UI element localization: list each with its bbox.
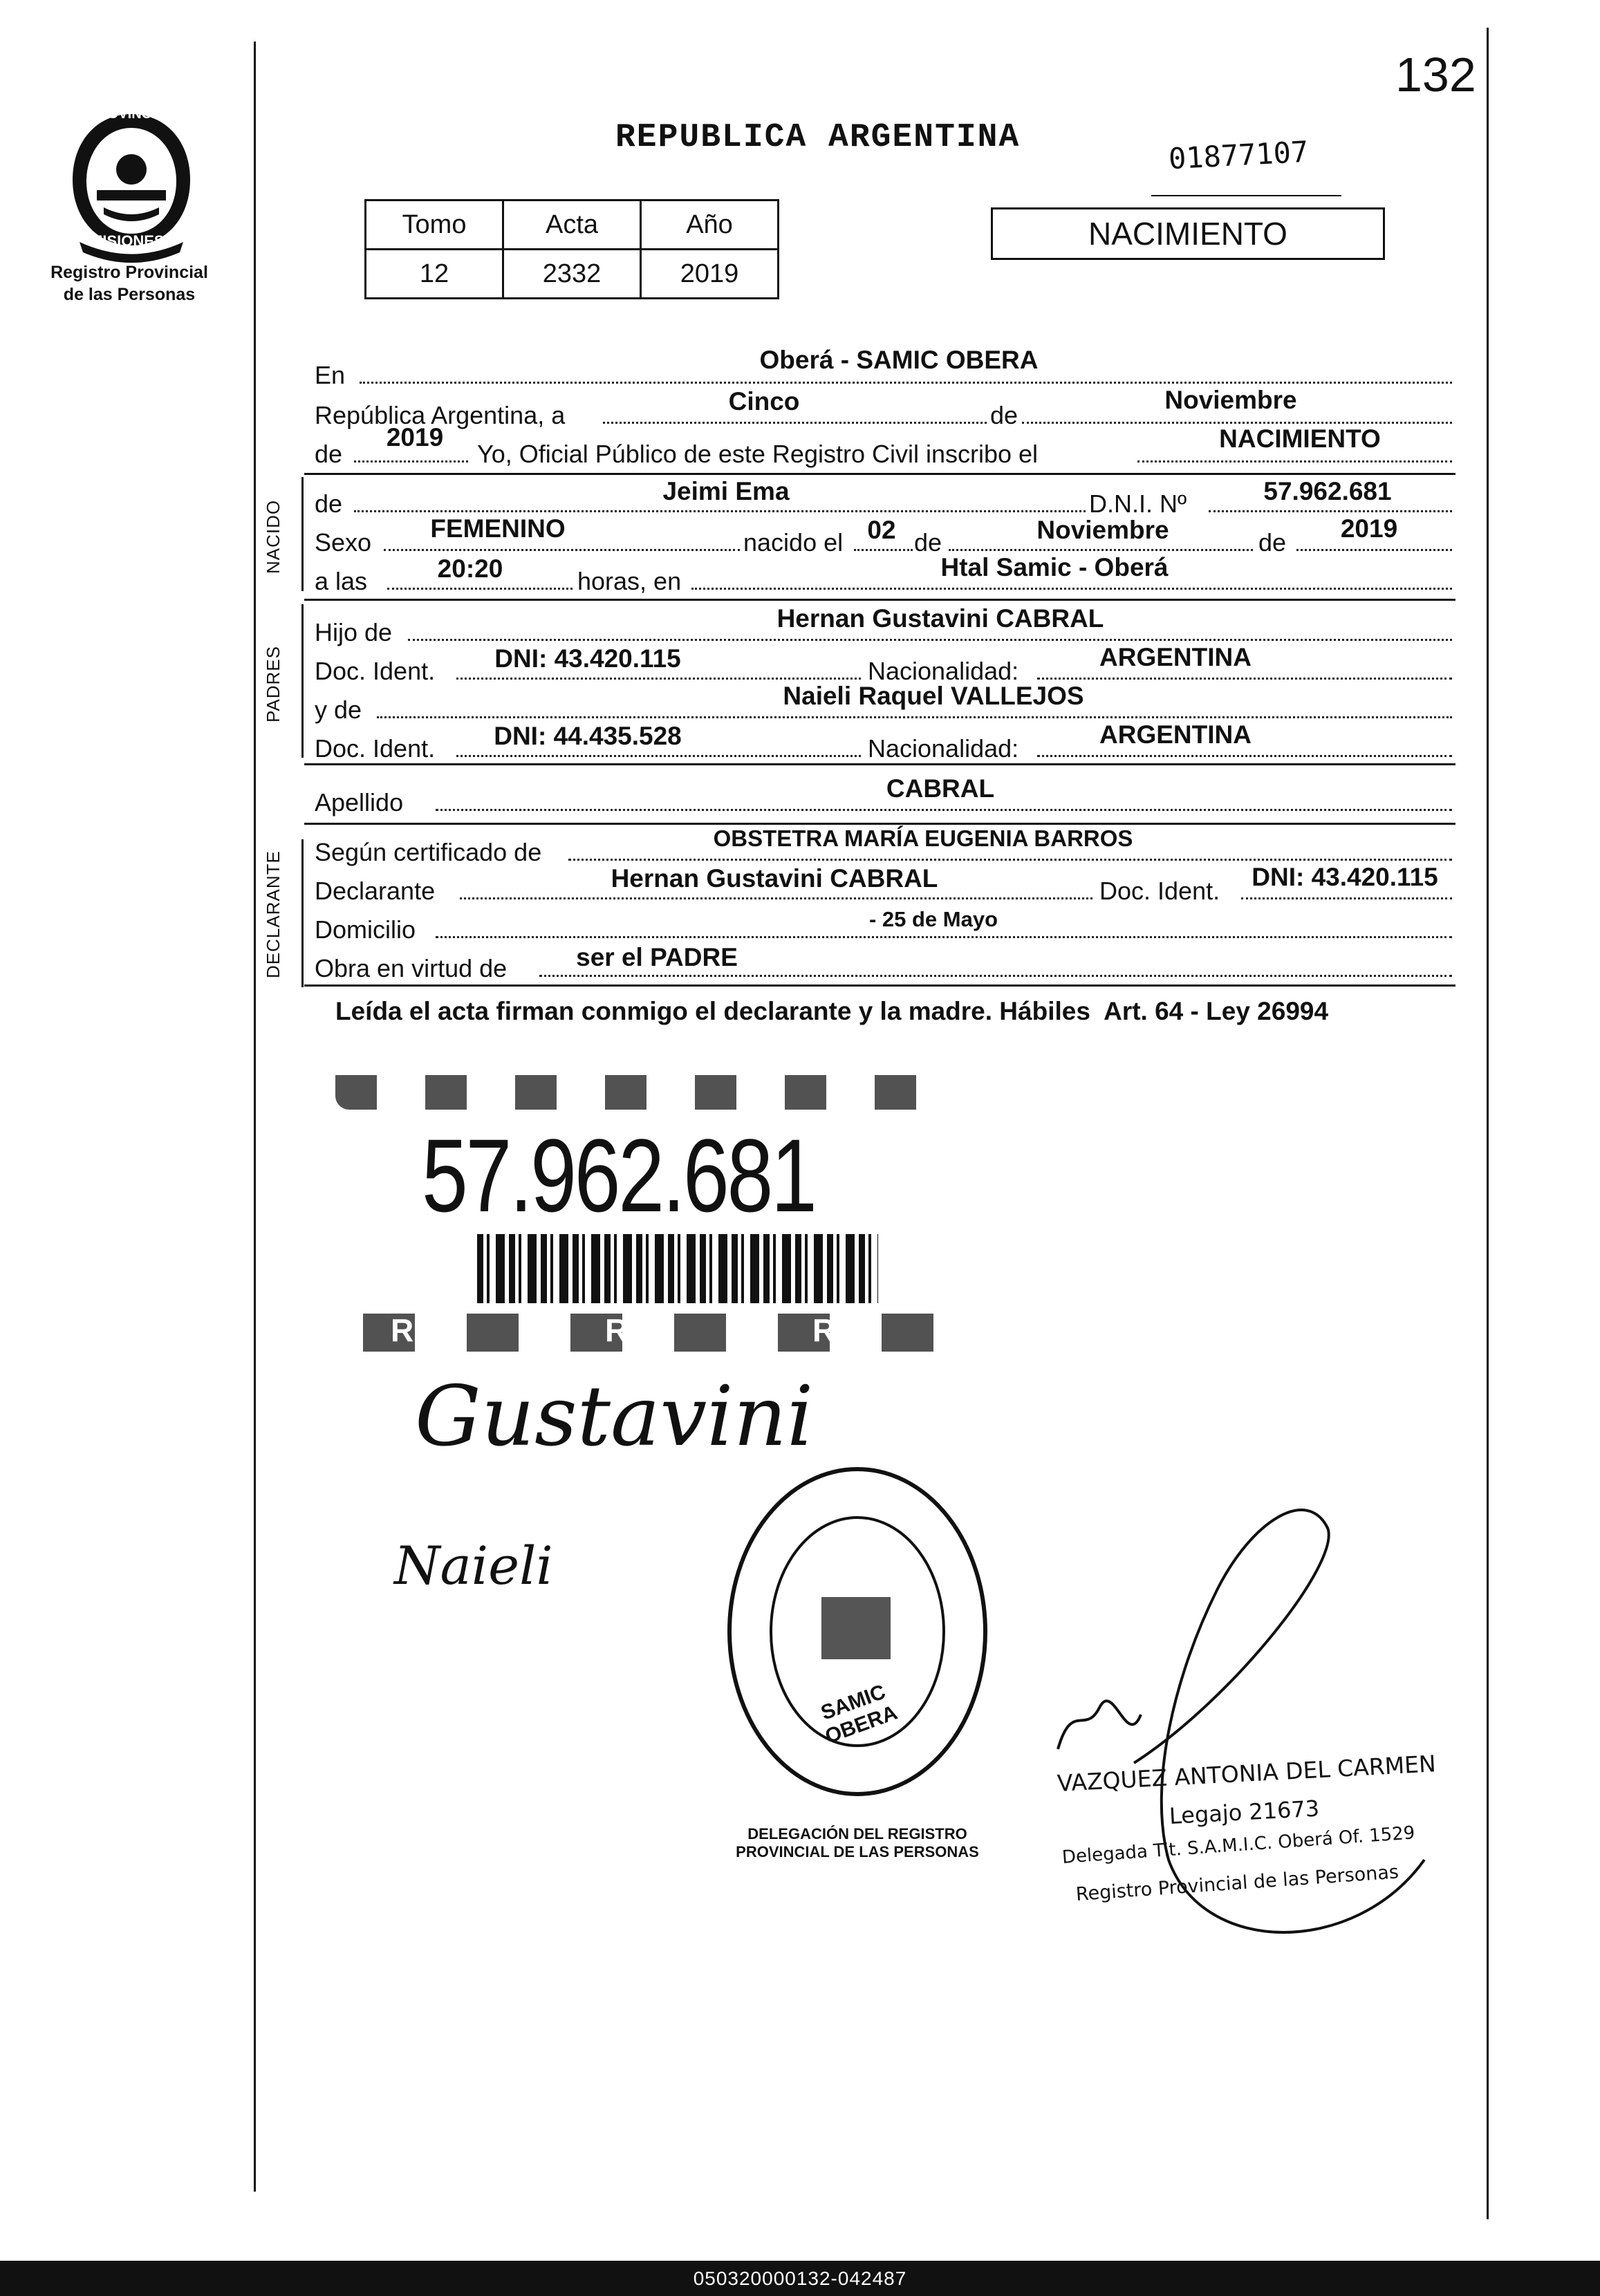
section-divider-2 [304,599,1455,601]
dots-padre [408,639,1452,641]
value-year-inscripcion: 2019 [386,423,444,451]
dots-lugar-nac [691,588,1452,590]
sticker-r-mark-1: R [391,1312,414,1348]
dots-padre-doc [456,678,861,680]
label-nacido-el: nacido el [743,528,844,557]
label-de-birth-mes: de [914,528,942,557]
value-padre: Hernan Gustavini CABRAL [776,604,1104,633]
value-nombre: Jeimi Ema [662,477,790,505]
country-title: REPUBLICA ARGENTINA [615,119,1021,156]
label-sexo: Sexo [315,528,372,557]
section-divider-5 [304,984,1455,987]
value-dia-nac: 02 [867,516,896,544]
label-doc-ident-3: Doc. Ident. [1099,877,1220,905]
barcode-sticker [335,1075,944,1365]
registry-name-line2: de las Personas [63,285,196,304]
dots-mes [1022,422,1452,424]
value-madre: Naieli Raquel VALLEJOS [783,682,1084,710]
value-declarante: Hernan Gustavini CABRAL [611,864,938,893]
official-role: Delegada Tit. S.A.M.I.C. Oberá Of. 1529 [1061,1822,1416,1868]
tomo-acta-year-table [364,199,779,299]
dots-domicilio [436,936,1452,938]
header-acta: Acta [503,200,641,250]
value-year: 2019 [641,250,779,299]
value-domicilio: - 25 de Mayo [868,907,998,931]
label-de-birth-year: de [1258,528,1287,557]
value-certificado: OBSTETRA MARÍA EUGENIA BARROS [713,825,1133,851]
dots-certificado [568,859,1452,861]
serial-underline [1151,195,1341,196]
value-lugar-nac: Htal Samic - Oberá [940,553,1169,581]
label-en: En [315,361,346,389]
label-yo-oficial: Yo, Oficial Público de este Registro Civil inscribo el [477,440,1039,468]
dots-nombre [354,510,1086,512]
mother-signature: Naieli [394,1535,553,1596]
label-y-de: y de [315,696,362,724]
value-sexo: FEMENINO [430,514,566,543]
side-label-padres: PADRES [263,646,283,722]
barcode-number: 57.962.681 [422,1117,815,1233]
value-madre-doc: DNI: 44.435.528 [494,722,682,750]
left-margin-line [254,41,256,2192]
father-signature: Gustavini [415,1369,814,1465]
dots-dia-nac [854,549,913,551]
value-hora: 20:20 [437,554,503,583]
sticker-top-pattern [335,1075,937,1110]
value-mes-nac: Noviembre [1036,516,1169,544]
dots-madre [377,716,1452,718]
official-name: VAZQUEZ ANTONIA DEL CARMEN [1057,1750,1437,1797]
page-number: 132 [1395,48,1476,102]
footer-code: 050320000132-042487 [0,2261,1600,2296]
label-segun-certificado: Según certificado de [315,838,542,866]
label-de-mes: de [990,401,1018,429]
label-hijo-de: Hijo de [315,618,393,646]
barcode-bars [477,1234,878,1303]
value-dia: Cinco [728,387,800,416]
header-tomo: Tomo [366,200,503,250]
section-divider-4 [304,823,1455,825]
dots-year [354,460,468,463]
value-mes: Noviembre [1164,386,1297,414]
logo-text-bottom: MISIONES [90,232,165,250]
dots-declarante [460,897,1092,899]
dots-lugar [360,382,1452,384]
dots-apellido [436,809,1452,811]
label-doc-ident-2: Doc. Ident. [315,734,436,763]
document-type-box: NACIMIENTO [991,207,1385,260]
label-declarante: Declarante [315,877,436,905]
dots-acto [1137,460,1452,463]
side-label-declarante: DECLARANTE [263,850,283,978]
label-a-las: a las [315,567,368,595]
value-apellido: CABRAL [886,774,995,803]
sticker-r-mark-2: R [605,1312,629,1348]
seal-inner-text: SAMIC OBERA [817,1680,901,1748]
dots-sexo [384,549,740,551]
serial-number: 01877107 [1167,134,1310,176]
value-year-nac: 2019 [1340,514,1398,543]
official-registry: Registro Provincial de las Personas [1075,1861,1399,1905]
value-dni: 57.962.681 [1263,477,1392,505]
value-acto: NACIMIENTO [1219,424,1381,453]
registry-name-line1: Registro Provincial [50,263,208,282]
value-lugar: Oberá - SAMIC OBERA [759,346,1039,374]
dots-obra-virtud [539,975,1452,977]
label-domicilio: Domicilio [315,915,416,944]
label-apellido: Apellido [315,788,404,816]
value-obra-virtud: ser el PADRE [576,943,738,971]
value-tomo: 12 [366,250,503,299]
dots-padre-nac [1037,678,1452,680]
label-doc-ident-1: Doc. Ident. [315,657,436,685]
section-divider-3 [304,763,1455,765]
dots-dia [603,422,987,424]
dots-madre-nac [1037,755,1452,757]
closing-text: Leída el acta firman conmigo el declarante y la madre. Hábiles Art. 64 - Ley 26994 [335,997,1329,1025]
dots-hora [387,588,573,590]
value-acta: 2332 [503,250,641,299]
sticker-r-mark-3: R [812,1312,836,1348]
right-margin-line [1487,28,1489,2219]
value-madre-nac: ARGENTINA [1099,720,1252,749]
label-obra-virtud: Obra en virtud de [315,954,508,982]
dots-madre-doc [456,755,861,757]
label-de-year: de [315,440,343,468]
value-padre-nac: ARGENTINA [1099,643,1252,671]
dots-dni [1209,510,1452,512]
seal-ring-text: DELEGACIÓN DEL REGISTRO PROVINCIAL DE LAS PERSONAS [736,1825,979,1860]
label-dni: D.N.I. Nº [1089,489,1187,518]
label-de-nombre: de [315,489,343,518]
label-nacionalidad-1: Nacionalidad: [868,657,1019,685]
value-padre-doc: DNI: 43.420.115 [494,644,681,673]
dots-year-nac [1296,549,1452,551]
logo-text-top: PROVINCIA DE [89,106,188,122]
official-legajo: Legajo 21673 [1169,1795,1321,1829]
label-republica: República Argentina, a [315,401,566,429]
dots-mes-nac [949,549,1253,551]
padres-bracket [301,604,304,758]
label-nacionalidad-2: Nacionalidad: [868,734,1019,763]
nacido-bracket [301,477,304,591]
declarante-bracket [301,839,304,987]
side-label-nacido: NACIDO [263,499,283,574]
section-divider-1 [304,473,1455,475]
header-year: Año [641,200,779,250]
sticker-bottom-pattern [363,1314,937,1352]
label-horas-en: horas, en [577,567,682,595]
dots-declarante-doc [1241,897,1452,899]
value-declarante-doc: DNI: 43.420.115 [1252,863,1438,891]
